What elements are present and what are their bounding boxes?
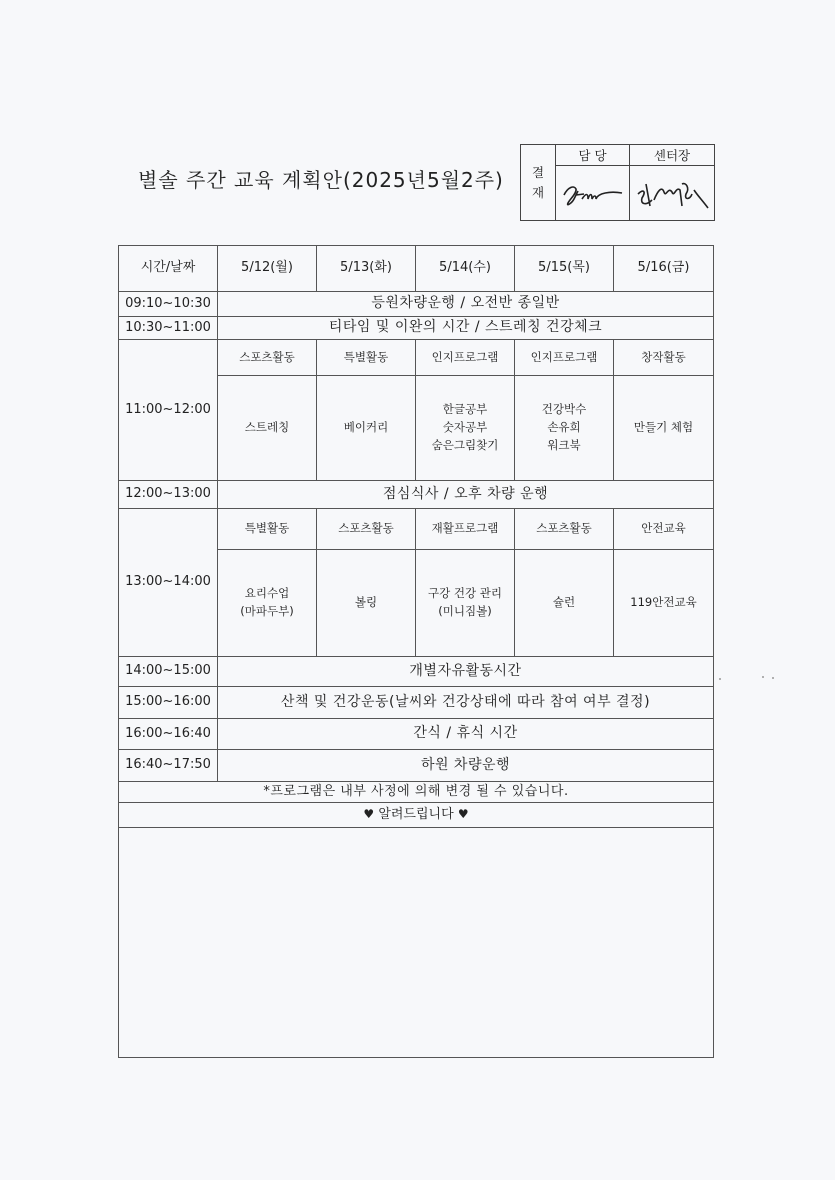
time-cell: 14:00~15:00 bbox=[119, 657, 218, 687]
approval-box bbox=[520, 144, 715, 221]
time-cell: 10:30~11:00 bbox=[119, 317, 218, 340]
activity-cell bbox=[614, 550, 714, 657]
activity-cell bbox=[416, 376, 515, 481]
day-header: 5/14(수) bbox=[416, 246, 515, 292]
blank-area bbox=[119, 828, 714, 1058]
activity-cell bbox=[317, 376, 416, 481]
director-signature bbox=[630, 166, 715, 221]
scan-speck bbox=[719, 678, 721, 680]
day-header: 5/12(월) bbox=[218, 246, 317, 292]
activity-cell bbox=[614, 376, 714, 481]
activity-cell bbox=[218, 550, 317, 657]
category-row bbox=[119, 340, 714, 376]
activity-cell bbox=[515, 376, 614, 481]
announce-cell bbox=[119, 803, 714, 828]
activity-cell bbox=[317, 550, 416, 657]
activity-span-cell: 산책 및 건강운동(날씨와 건강상태에 따라 참여 여부 결정) bbox=[218, 687, 714, 719]
day-header: 5/15(목) bbox=[515, 246, 614, 292]
activity-line: 119안전교육 bbox=[630, 595, 697, 610]
director-signature-image bbox=[632, 170, 712, 216]
activity-span-cell: 개별자유활동시간 bbox=[218, 657, 714, 687]
manager-header: 담 당 bbox=[556, 145, 630, 166]
activity-line: 한글공부 bbox=[442, 402, 488, 417]
time-date-header: 시간/날짜 bbox=[119, 246, 218, 292]
activity-cell bbox=[416, 550, 515, 657]
category-cell: 안전교육 bbox=[614, 509, 714, 550]
category-cell: 스포츠활동 bbox=[218, 340, 317, 376]
approval-label-top: 결 bbox=[531, 164, 545, 180]
scan-speck bbox=[772, 677, 774, 679]
activity-span-cell: 티타임 및 이완의 시간 / 스트레칭 건강체크 bbox=[218, 317, 714, 340]
activity-line: 요리수업 bbox=[244, 586, 290, 601]
activity-line: 스트레칭 bbox=[244, 420, 290, 435]
category-cell: 특별활동 bbox=[218, 509, 317, 550]
schedule-row bbox=[119, 292, 714, 317]
activity-line: 베이커리 bbox=[343, 420, 389, 435]
day-header: 5/16(금) bbox=[614, 246, 714, 292]
activity-line: 만들기 체험 bbox=[633, 420, 694, 435]
category-cell: 인지프로그램 bbox=[515, 340, 614, 376]
activity-cell bbox=[218, 376, 317, 481]
announce-row bbox=[119, 803, 714, 828]
schedule-row bbox=[119, 687, 714, 719]
scan-speck bbox=[762, 676, 764, 678]
approval-label-bottom: 재 bbox=[531, 184, 545, 200]
category-cell: 특별활동 bbox=[317, 340, 416, 376]
schedule-row bbox=[119, 750, 714, 782]
activity-span-cell: 간식 / 휴식 시간 bbox=[218, 719, 714, 750]
category-cell: 창작활동 bbox=[614, 340, 714, 376]
approval-label bbox=[521, 145, 556, 221]
category-cell: 인지프로그램 bbox=[416, 340, 515, 376]
category-cell: 스포츠활동 bbox=[515, 509, 614, 550]
heart-icon: ♥ bbox=[363, 807, 375, 822]
notice-row bbox=[119, 782, 714, 803]
activity-span-cell: 등원차량운행 / 오전반 종일반 bbox=[218, 292, 714, 317]
activity-line: 워크북 bbox=[547, 437, 581, 452]
schedule-row bbox=[119, 481, 714, 509]
notice-text: *프로그램은 내부 사정에 의해 변경 될 수 있습니다. bbox=[119, 782, 714, 803]
activity-line: 숫자공부 bbox=[442, 420, 488, 435]
schedule-row bbox=[119, 317, 714, 340]
manager-signature-image bbox=[560, 173, 626, 213]
activity-line: 볼링 bbox=[354, 595, 378, 610]
activity-line: (미니짐볼) bbox=[438, 604, 492, 618]
time-cell: 12:00~13:00 bbox=[119, 481, 218, 509]
activity-line: 숨은그림찾기 bbox=[431, 437, 499, 452]
day-header: 5/13(화) bbox=[317, 246, 416, 292]
activity-line: (마파두부) bbox=[240, 604, 294, 618]
activity-span-cell: 점심식사 / 오후 차량 운행 bbox=[218, 481, 714, 509]
time-cell: 16:00~16:40 bbox=[119, 719, 218, 750]
category-cell: 스포츠활동 bbox=[317, 509, 416, 550]
category-cell: 재활프로그램 bbox=[416, 509, 515, 550]
time-cell: 11:00~12:00 bbox=[119, 340, 218, 481]
time-cell: 15:00~16:00 bbox=[119, 687, 218, 719]
heart-icon: ♥ bbox=[457, 807, 469, 822]
time-cell: 13:00~14:00 bbox=[119, 509, 218, 657]
time-cell: 16:40~17:50 bbox=[119, 750, 218, 782]
activity-line: 건강박수 bbox=[541, 402, 587, 417]
schedule-row bbox=[119, 719, 714, 750]
director-header: 센터장 bbox=[630, 145, 715, 166]
activity-span-cell: 하원 차량운행 bbox=[218, 750, 714, 782]
header-row bbox=[119, 246, 714, 292]
activity-line: 슐런 bbox=[552, 595, 576, 610]
category-row bbox=[119, 509, 714, 550]
blank-cell bbox=[119, 828, 714, 1058]
schedule-row bbox=[119, 657, 714, 687]
time-cell: 09:10~10:30 bbox=[119, 292, 218, 317]
announce-text: 알려드립니다 bbox=[378, 807, 454, 823]
page-title: 별솔 주간 교육 계획안(2025년5월2주) bbox=[138, 168, 504, 192]
activity-line: 구강 건강 관리 bbox=[428, 586, 502, 601]
activity-cell bbox=[515, 550, 614, 657]
schedule-table bbox=[118, 245, 714, 1058]
manager-signature bbox=[556, 166, 630, 221]
activity-line: 손유희 bbox=[547, 420, 581, 435]
